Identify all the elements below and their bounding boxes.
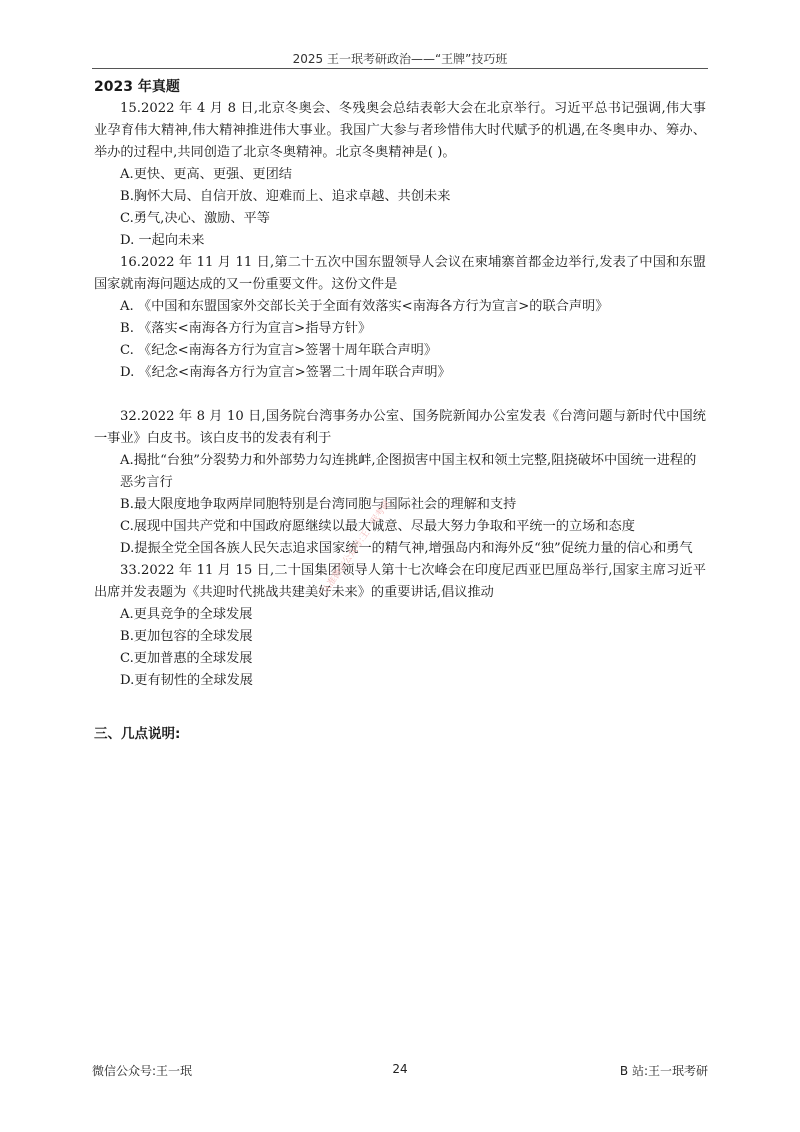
- section-title: 2023 年真题: [94, 79, 180, 95]
- question-stem: 16.2022 年 11 月 11 日,第二十五次中国东盟领导人会议在柬埔寨首都金边举行,发表了中国和东盟国家就南海问题达成的又一份重要文件。这份文件是: [94, 255, 706, 292]
- question-stem: 32.2022 年 8 月 10 日,国务院台湾事务办公室、国务院新闻办公室发表《台湾问题与新时代中国统一事业》白皮书。该白皮书的发表有利于: [94, 409, 706, 446]
- content: [94, 76, 706, 692]
- option-c: C.更加普惠的全球发展: [120, 651, 253, 666]
- option-c: C.展现中国共产党和中国政府愿继续以最大诚意、尽最大努力争取和平统一的立场和态度: [120, 519, 635, 534]
- option-b: B. 《落实<南海各方行为宣言>指导方针》: [120, 321, 372, 336]
- option-d: D.提振全党全国各族人民矢志追求国家统一的精气神,增强岛内和海外反“独”促统力量的信心和勇气: [120, 541, 693, 556]
- option-b: B.最大限度地争取两岸同胞特别是台湾同胞与国际社会的理解和支持: [120, 497, 517, 512]
- watermark: 认准微信公众号:王一珉考研: [320, 499, 393, 596]
- option-b: B.更加包容的全球发展: [120, 629, 253, 644]
- notes-heading: 三、几点说明:: [94, 726, 181, 742]
- question-stem: 33.2022 年 11 月 15 日,二十国集团领导人第十七次峰会在印度尼西亚巴厘岛举行,国家主席习近平出席并发表题为《共迎时代挑战共建美好未来》的重要讲话,倡议推动: [94, 563, 706, 600]
- page-footer: [92, 1062, 708, 1080]
- question-32: [94, 406, 706, 560]
- question-16: [94, 252, 706, 384]
- option-d: D. 《纪念<南海各方行为宣言>签署二十周年联合声明》: [120, 365, 451, 380]
- question-stem: 15.2022 年 4 月 8 日,北京冬奥会、冬残奥会总结表彰大会在北京举行。习近平总书记强调,伟大事业孕育伟大精神,伟大精神推进伟大事业。我国广大参与者珍惜伟大时代赋予的机遇,在冬奥申办、筹办、举办的过程中,共同创造了北京冬奥精神。北京冬奥精神是( )。: [94, 101, 706, 160]
- footer-bilibili: B 站:王一珉考研: [619, 1064, 708, 1078]
- question-15: [94, 98, 706, 252]
- question-33: [94, 560, 706, 692]
- page-number: 24: [392, 1062, 408, 1076]
- option-a: A.更具竞争的全球发展: [120, 607, 253, 622]
- option-c: C. 《纪念<南海各方行为宣言>签署十周年联合声明》: [120, 343, 438, 358]
- header-divider: [92, 68, 708, 69]
- footer-wechat: 微信公众号:王一珉: [92, 1064, 193, 1078]
- option-a: A.揭批“台独”分裂势力和外部势力勾连挑衅,企图损害中国主权和领土完整,阻挠破坏中国统一进程的恶劣言行: [120, 453, 697, 490]
- spacer: [94, 384, 706, 406]
- option-b: B.胸怀大局、自信开放、迎难而上、追求卓越、共创未来: [120, 189, 451, 204]
- option-c: C.勇气,决心、激励、平等: [120, 211, 270, 226]
- option-d: D.更有韧性的全球发展: [120, 673, 253, 688]
- option-d: D. 一起向未来: [120, 233, 205, 248]
- option-a: A. 《中国和东盟国家外交部长关于全面有效落实<南海各方行为宣言>的联合声明》: [120, 299, 609, 314]
- option-a: A.更快、更高、更强、更团结: [120, 167, 292, 182]
- page-header: 2025 王一珉考研政治——“王牌”技巧班: [292, 52, 508, 66]
